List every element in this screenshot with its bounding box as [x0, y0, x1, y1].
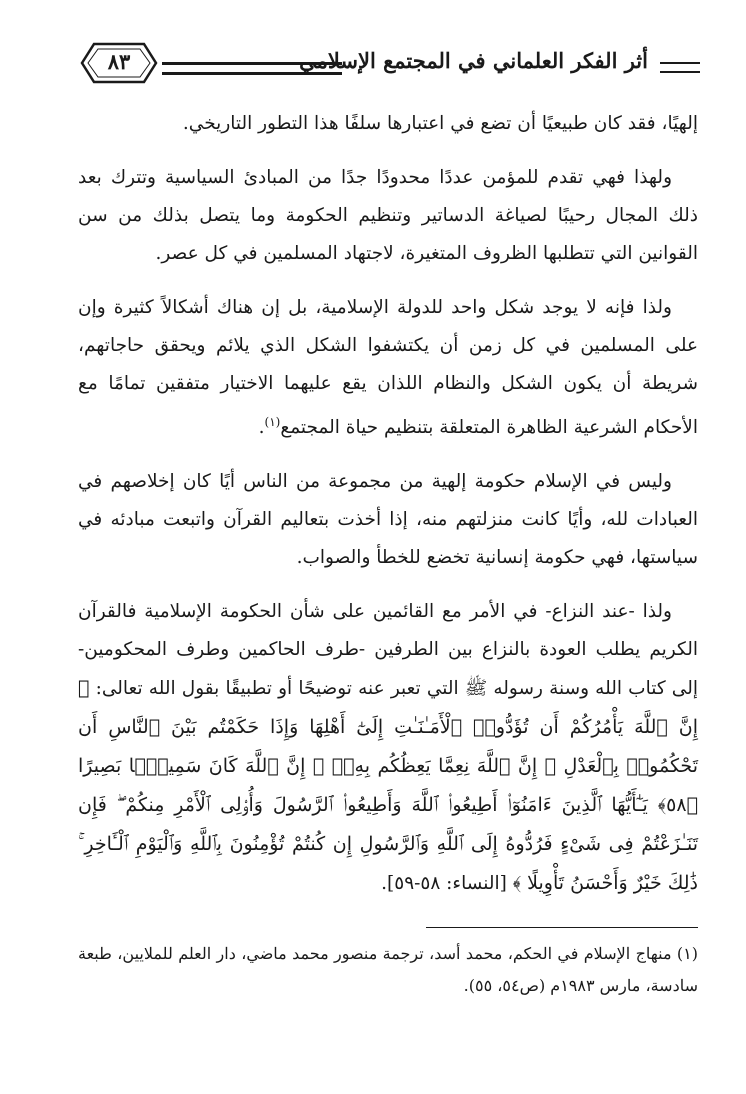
- paragraph-3: [78, 289, 698, 447]
- paragraph-2-text: ولهذا فهي تقدم للمؤمن عددًا محدودًا جدًا من المبادئ السياسية وتترك بعد ذلك المجال رحيبًا لصياغة الدساتير وتنظيم الحكومة وما يتصل بذلك من سن القوانين التي تتطلبها الظروف المتغيرة، لاجتهاد المسلمين في كل عصر.: [78, 167, 698, 264]
- paragraph-4-text: وليس في الإسلام حكومة إلهية من مجموعة من الناس أيًا كان إخلاصهم في العبادات لله، وأيًا كانت منزلتهم منه، إذا أخذت بتعاليم القرآن واتبعت مبادئه في سياستها، فهي حكومة إنسانية تخضع للخطأ والصواب.: [78, 471, 698, 569]
- main-text: [78, 105, 698, 919]
- footnote-separator: [426, 927, 698, 928]
- paragraph-4: [78, 463, 698, 577]
- paragraph-5: [78, 593, 698, 903]
- paragraph-5-text: ولذا -عند النزاع- في الأمر مع القائمين على شأن الحكومة الإسلامية فالقرآن الكريم يطلب العودة بالنزاع بين الطرفين -طرف الحاكمين وطرف المحكومين- إلى كتاب الله وسنة رسوله ﷺ التي تعبر عنه توضيحًا أو تطبيقًا بقول الله تعالى:: [78, 601, 698, 700]
- paragraph-3-text: ولذا فإنه لا يوجد شكل واحد للدولة الإسلامية، بل إن هناك أشكالاً كثيرة وإن على المسلمين في كل زمن أن يكتشفوا الشكل الذي يلائم ويحقق حاجاتهم، شريطة أن يكون الشكل والنظام اللذان يقع عليهما الاختيار متفقين تمامًا مع الأحكام الشرعية الظاهرة المتعلقة بتنظيم حياة المجتمع: [78, 297, 698, 439]
- paragraph-2: [78, 159, 698, 273]
- paragraph-1-text: إلهيًا، فقد كان طبيعيًا أن تضع في اعتبارها سلفًا هذا التطور التاريخي.: [182, 113, 698, 134]
- header-rule-left: [162, 62, 342, 75]
- page-header: [80, 40, 700, 90]
- footnote-reference: (١): [264, 415, 281, 429]
- paragraph-3-end: .: [258, 417, 265, 439]
- header-rule-right: [660, 62, 700, 73]
- footnote-1: (١) منهاج الإسلام في الحكم، محمد أسد، ترجمة منصور محمد ماضي، دار العلم للملايين، طبعة سادسة، مارس ١٩٨٣م (ص٥٤، ٥٥).: [78, 944, 699, 995]
- quran-verse: ﴿ إِنَّ ٱللَّهَ يَأْمُرُكُمْ أَن تُؤَدُّوا۟ ٱلْأَمَـٰنَـٰتِ إِلَىٰٓ أَهْلِهَا وَإِذَا حَكَمْتُم بَيْنَ ٱلنَّاسِ أَن تَحْكُمُوا۟ بِٱلْعَدْلِ ۚ إِنَّ ٱللَّهَ نِعِمَّا يَعِظُكُم بِهِۦٓ ۗ إِنَّ ٱللَّهَ كَانَ سَمِيعًۢا بَصِيرًا ﴿٥٨﴾ يَـٰٓأَيُّهَا ٱلَّذِينَ ءَامَنُوٓا۟ أَطِيعُوا۟ ٱللَّهَ وَأَطِيعُوا۟ ٱلرَّسُولَ وَأُو۟لِى ٱلْأَمْرِ مِنكُمْ ۖ فَإِن تَنَـٰزَعْتُمْ فِى شَىْءٍ فَرُدُّوهُ إِلَى ٱللَّهِ وَٱلرَّسُولِ إِن كُنتُمْ تُؤْمِنُونَ بِٱللَّهِ وَٱلْيَوْمِ ٱلْـَٔاخِرِ ۚ ذَٰلِكَ خَيْرٌ وَأَحْسَنُ تَأْوِيلًا ﴾: [78, 677, 698, 895]
- page-number: ٨٣: [107, 49, 131, 74]
- page-number-ornament: [80, 40, 158, 86]
- paragraph-1: [78, 105, 698, 143]
- quran-citation: [النساء: ٥٨-٥٩].: [381, 873, 507, 895]
- running-title: أثر الفكر العلماني في المجتمع الإسلامي: [299, 48, 648, 73]
